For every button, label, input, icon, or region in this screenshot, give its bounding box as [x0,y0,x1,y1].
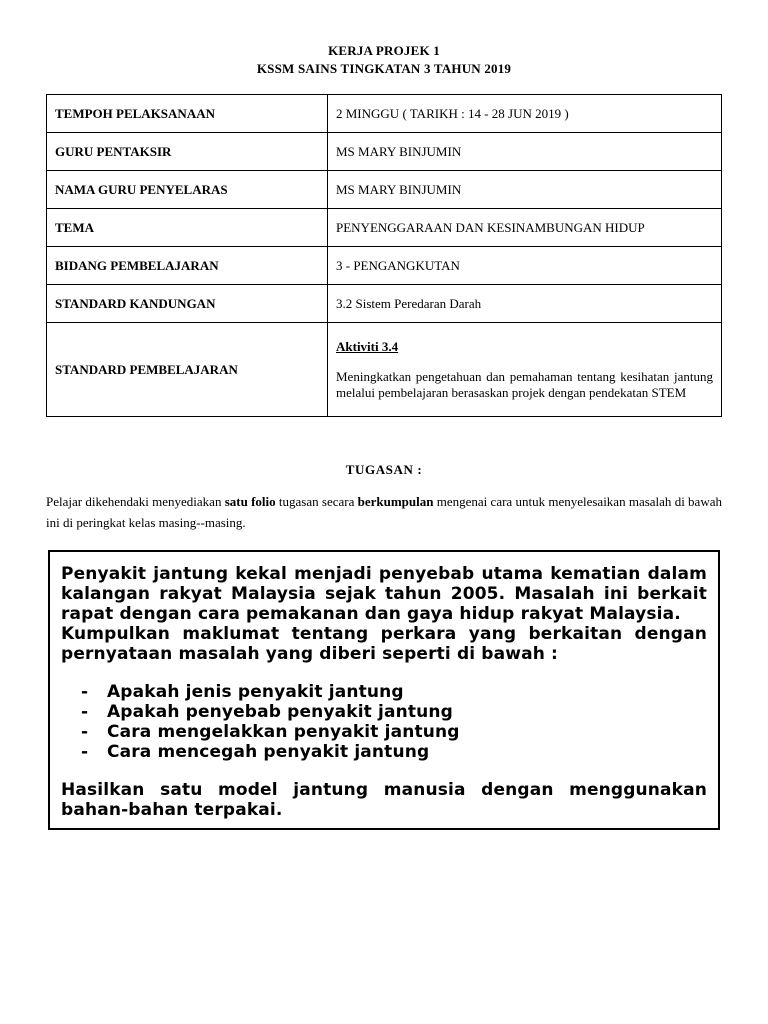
row-label-tema: TEMA [47,209,328,247]
document-title: KERJA PROJEK 1 [328,43,440,58]
row-value-standard-pembelajaran [328,323,722,417]
list-item [81,742,707,762]
row-label-standard-kandungan: STANDARD KANDUNGAN [47,285,328,323]
list-item-text: Apakah penyebab penyakit jantung [107,702,453,722]
row-value-tema: PENYENGGARAAN DAN KESINAMBUNGAN HIDUP [328,209,722,247]
row-value-guru-pentaksir: MS MARY BINJUMIN [328,133,722,171]
problem-task-paragraph: Hasilkan satu model jantung manusia dengan menggunakan bahan-bahan terpakai. [61,780,707,820]
dash-marker: - [81,682,89,702]
dash-marker: - [81,702,89,722]
row-label-guru-pentaksir: GURU PENTAKSIR [47,133,328,171]
table-row [47,323,722,417]
row-label-tempoh: TEMPOH PELAKSANAAN [47,95,328,133]
problem-instruction: Kumpulkan maklumat tentang perkara yang berkaitan dengan pernyataan masalah yang diberi seperti di bawah : [61,624,707,664]
table-row [47,209,722,247]
row-value-tempoh: 2 MINGGU ( TARIKH : 14 - 28 JUN 2019 ) [328,95,722,133]
task-desc-text: mengenai cara untuk menyelesaikan masalah di bawah ini di peringkat kelas masing--masing. [46,494,722,530]
table-row [47,95,722,133]
task-desc-bold: berkumpulan [357,494,434,509]
row-value-guru-penyelaras: MS MARY BINJUMIN [328,171,722,209]
document-subtitle: KSSM SAINS TINGKATAN 3 TAHUN 2019 [256,61,512,76]
problem-statement-box [48,550,720,830]
list-item-text: Cara mencegah penyakit jantung [107,742,430,762]
problem-list [61,682,707,762]
activity-description: Meningkatkan pengetahuan dan pemahaman tentang kesihatan jantung melalui pembelajaran berasaskan projek dengan pendekatan STEM [336,368,713,400]
problem-paragraph: Penyakit jantung kekal menjadi penyebab utama kematian dalam kalangan rakyat Malaysia sejak tahun 2005. Masalah ini berkait rapat dengan cara pemakanan dan gaya hidup rakyat Malaysia. [61,564,707,624]
task-desc-text: tugasan secara [275,494,358,509]
list-item-text: Apakah jenis penyakit jantung [107,682,404,702]
dash-marker: - [81,722,89,742]
row-label-guru-penyelaras: NAMA GURU PENYELARAS [47,171,328,209]
list-item [81,682,707,702]
info-table [46,94,722,417]
table-row [47,285,722,323]
activity-title: Aktiviti 3.4 [336,338,399,354]
row-label-bidang: BIDANG PEMBELAJARAN [47,247,328,285]
table-row [47,133,722,171]
task-desc-text: Pelajar dikehendaki menyediakan [46,494,225,509]
list-item [81,702,707,722]
list-item-text: Cara mengelakkan penyakit jantung [107,722,460,742]
task-description [46,491,722,533]
dash-marker: - [81,742,89,762]
task-desc-bold: satu folio [224,494,276,509]
table-row [47,247,722,285]
table-row [47,171,722,209]
list-item [81,722,707,742]
row-value-bidang: 3 - PENGANGKUTAN [328,247,722,285]
row-value-standard-kandungan: 3.2 Sistem Peredaran Darah [328,285,722,323]
row-label-standard-pembelajaran: STANDARD PEMBELAJARAN [47,323,328,417]
task-title: TUGASAN : [345,462,423,477]
